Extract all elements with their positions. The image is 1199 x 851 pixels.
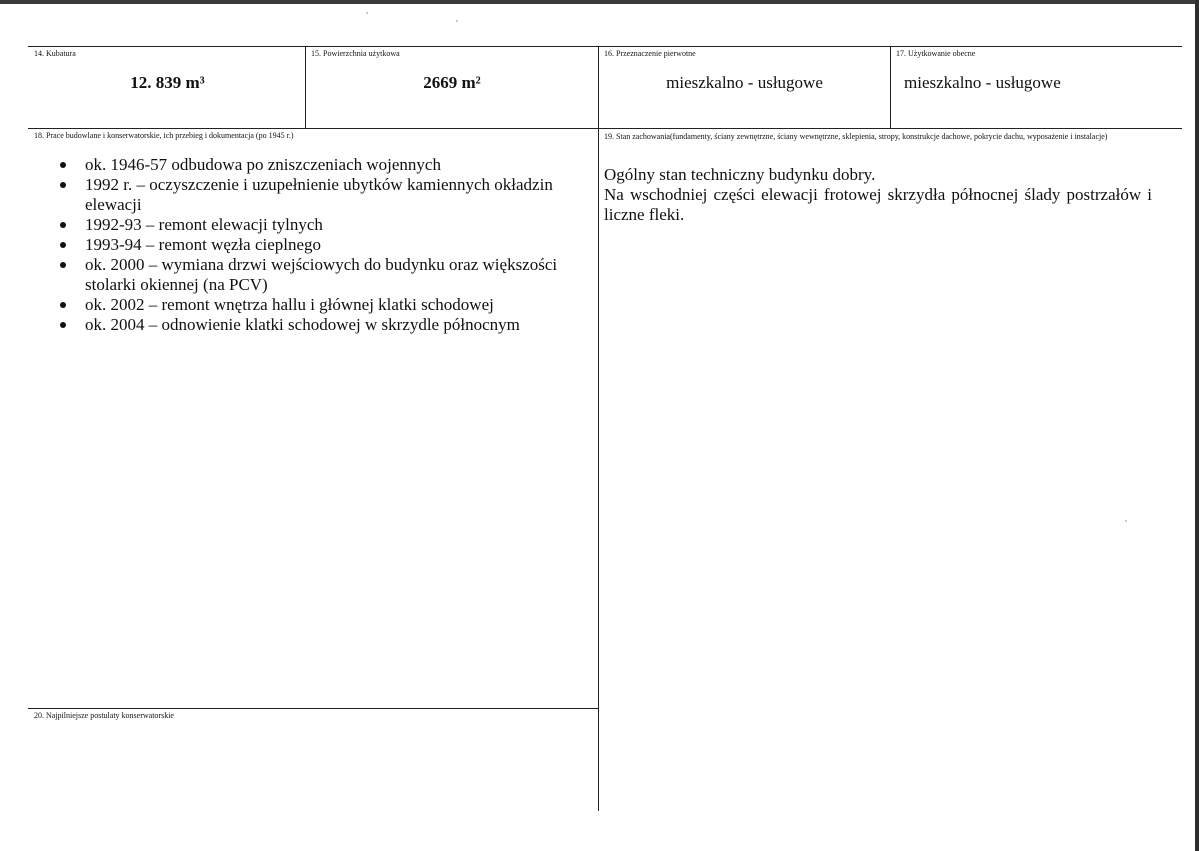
- list-item: 1992 r. – oczyszczenie i uzupełnienie ubytków kamiennych okładzin elewacji: [40, 175, 580, 215]
- field15-value: 2669 m²: [423, 73, 481, 92]
- field14-value: 12. 839 m³: [130, 73, 205, 92]
- field19-line: Na wschodniej części elewacji frotowej skrzydła północnej ślady postrzałów i liczne fleki.: [604, 185, 1152, 224]
- field19-text: [604, 165, 1152, 225]
- field17-label: 17. Użytkowanie obecne: [896, 49, 976, 58]
- bullet-icon: [60, 262, 66, 268]
- field16-label: 16. Przeznaczenie pierwotne: [604, 49, 696, 58]
- bullet-icon: [60, 322, 66, 328]
- bullet-icon: [60, 242, 66, 248]
- field20-top-rule: [28, 708, 598, 709]
- field19-label: 19. Stan zachowania(fundamenty, ściany zewnętrzne, ściany wewnętrzne, sklepienia, stropy, konstrukcje dachowe, pokrycie dachu, wyposażenie i instalacje): [604, 132, 1108, 141]
- field17-value: mieszkalno - usługowe: [904, 73, 1061, 92]
- center-divider: [598, 46, 599, 811]
- field18-list: [40, 155, 580, 335]
- bullet-icon: [60, 222, 66, 228]
- list-item: ok. 1946-57 odbudowa po zniszczeniach wojennych: [40, 155, 580, 175]
- list-item: 1992-93 – remont elewacji tylnych: [40, 215, 580, 235]
- field19-line: Ogólny stan techniczny budynku dobry.: [604, 165, 876, 184]
- list-item: ok. 2000 – wymiana drzwi wejściowych do budynku oraz większości stolarki okiennej (na PCV): [40, 255, 580, 295]
- field14-label: 14. Kubatura: [34, 49, 76, 58]
- bullet-icon: [60, 182, 66, 188]
- scan-right-edge: [1195, 0, 1199, 851]
- row1-top-rule: [28, 46, 1182, 47]
- scan-top-edge: [0, 0, 1199, 4]
- field20-label: 20. Najpilniejsze postulaty konserwatorskie: [34, 711, 174, 720]
- field16-value: mieszkalno - usługowe: [666, 73, 823, 92]
- field15-label: 15. Powierzchnia użytkowa: [311, 49, 400, 58]
- bullet-icon: [60, 302, 66, 308]
- col-divider-17: [890, 46, 891, 128]
- list-item: 1993-94 – remont węzła cieplnego: [40, 235, 580, 255]
- scan-speck: [366, 12, 368, 14]
- scan-speck: [456, 20, 458, 22]
- bullet-icon: [60, 162, 66, 168]
- field18-label: 18. Prace budowlane i konserwatorskie, ich przebieg i dokumentacja (po 1945 r.): [34, 131, 294, 140]
- scan-speck: [1125, 520, 1127, 522]
- list-item: ok. 2004 – odnowienie klatki schodowej w skrzydle północnym: [40, 315, 580, 335]
- list-item: ok. 2002 – remont wnętrza hallu i głównej klatki schodowej: [40, 295, 580, 315]
- row2-top-rule: [28, 128, 1182, 129]
